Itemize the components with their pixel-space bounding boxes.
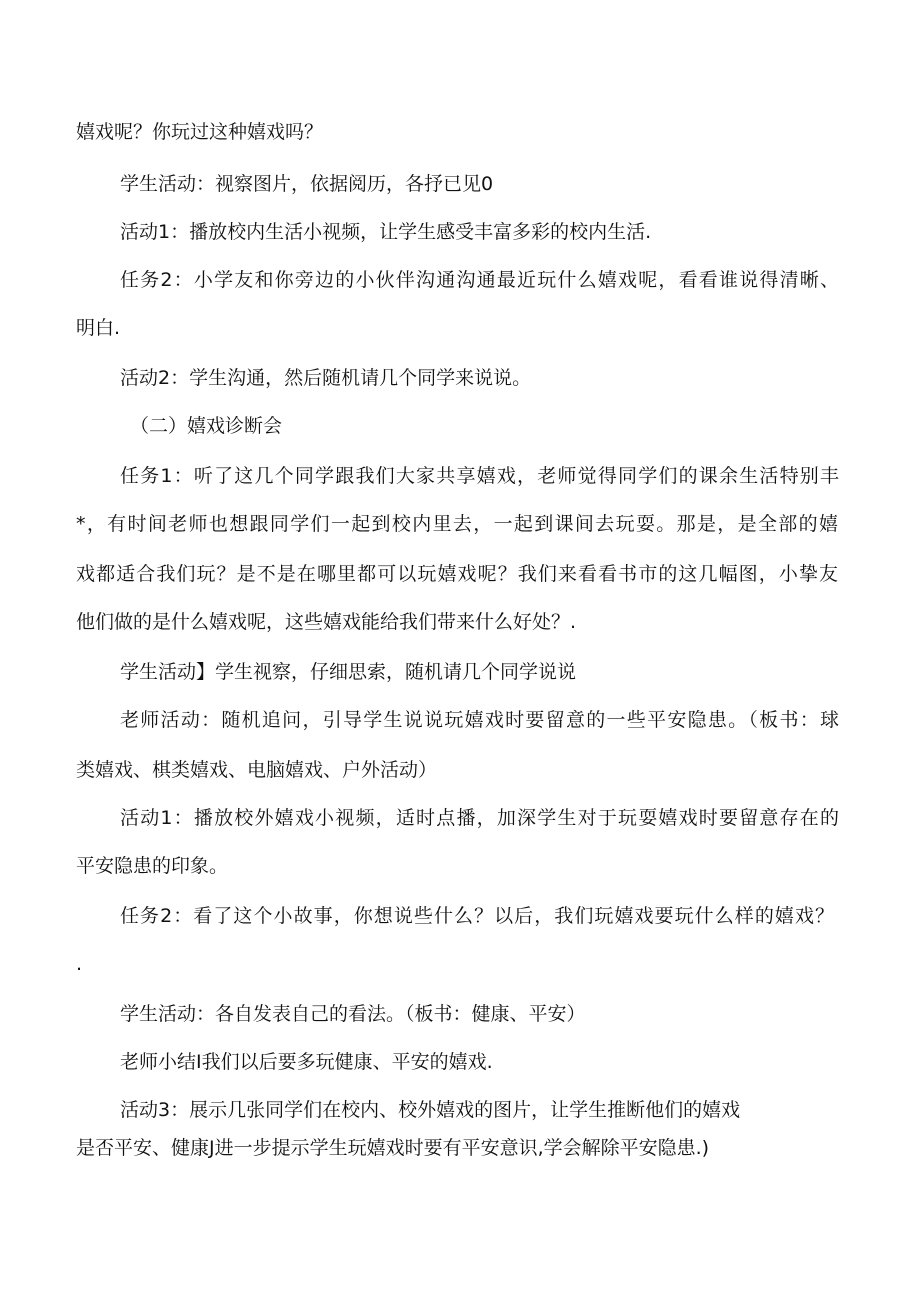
paragraph-line: . (76, 953, 83, 975)
paragraph-line: 戏都适合我们玩？是不是在哪里都可以玩嬉戏呢？我们来看看书市的这几幅图，小挚友 (76, 563, 838, 585)
paragraph-line: 老师小结I我们以后要多玩健康、平安的嬉戏. (120, 1051, 493, 1073)
paragraph-line: 任务2：小学友和你旁边的小伙伴沟通沟通最近玩什么嬉戏呢，看看谁说得清晰、 (120, 269, 839, 291)
paragraph-line: 活动2：学生沟通，然后随机请几个同学来说说。 (120, 367, 532, 389)
paragraph-line: 活动1：播放校外嬉戏小视频，适时点播，加深学生对于玩耍嬉戏时要留意存在的 (120, 807, 839, 829)
paragraph-line: 活动1：播放校内生活小视频，让学生感受丰富多彩的校内生活. (120, 221, 652, 243)
paragraph-line: 学生活动：各自发表自己的看法。（板书：健康、平安） (120, 1003, 586, 1025)
paragraph-line: 老师活动：随机追问，引导学生说说玩嬉戏时要留意的一些平安隐患。（板书：球 (120, 709, 839, 731)
paragraph-line: 明白. (76, 317, 121, 339)
paragraph-line: 他们做的是什么嬉戏呢，这些嬉戏能给我们带来什么好处？. (76, 611, 577, 633)
paragraph-line: 学生活动：视察图片，依据阅历，各抒已见0 (120, 173, 494, 195)
paragraph-line: 是否平安、健康J进一步提示学生玩嬉戏时要有平安意识,学会解除平安隐患.) (76, 1137, 710, 1159)
paragraph-line: 活动3：展示几张同学们在校内、校外嬉戏的图片，让学生推断他们的嬉戏 (120, 1099, 741, 1121)
paragraph-line: 平安隐患的印象。 (76, 855, 229, 877)
paragraph-line: 类嬉戏、棋类嬉戏、电脑嬉戏、户外活动） (76, 759, 438, 781)
paragraph-line: 任务1：听了这几个同学跟我们大家共享嬉戏，老师觉得同学们的课余生活特别丰 (120, 465, 839, 487)
paragraph-line: 学生活动】学生视察，仔细思索，随机请几个同学说说 (120, 661, 577, 683)
paragraph-line: 嬉戏呢？你玩过这种嬉戏吗？ (76, 121, 324, 143)
paragraph-line: 任务2：看了这个小故事，你想说些什么？以后，我们玩嬉戏要玩什么样的嬉戏？ (120, 905, 834, 927)
paragraph-line: *，有时间老师也想跟同学们一起到校内里去，一起到课间去玩耍。那是，是全部的嬉 (76, 513, 838, 535)
section-heading: （二）嬉戏诊断会 (130, 415, 283, 437)
